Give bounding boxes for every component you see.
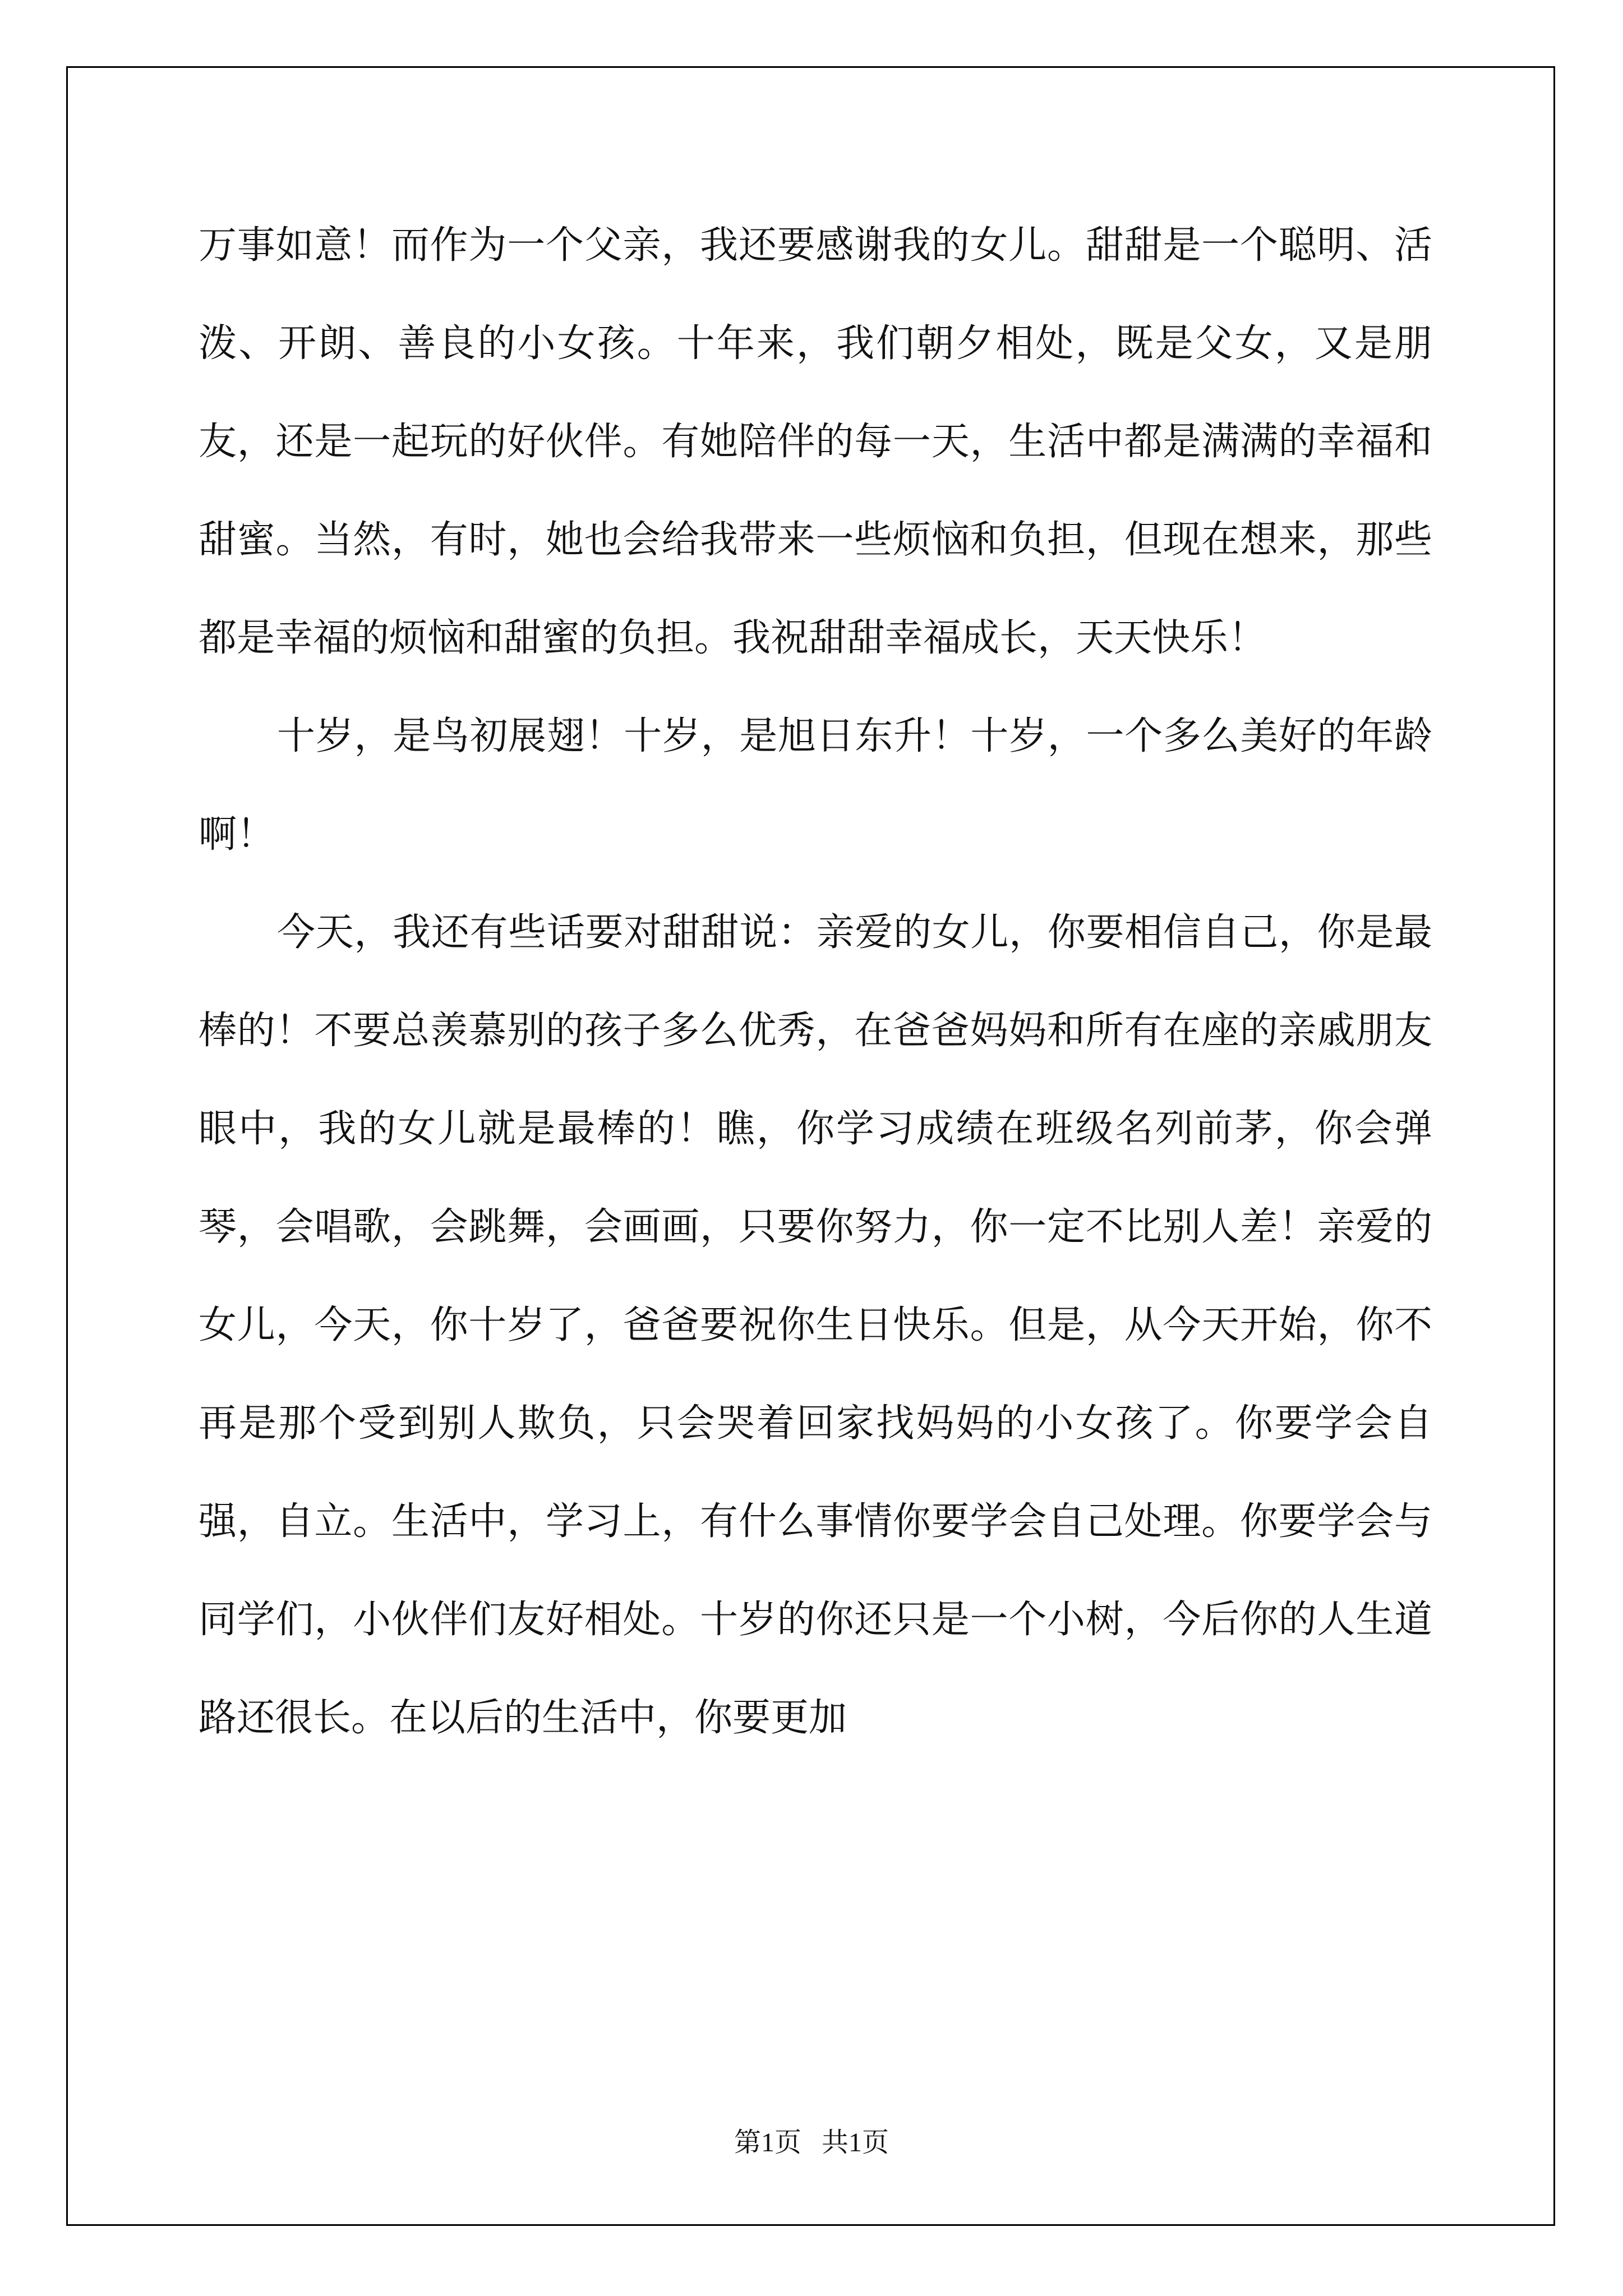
- page-footer: 第1页 共1页: [734, 2128, 889, 2157]
- paragraph-2: 十岁，是鸟初展翅！十岁，是旭日东升！十岁，一个多么美好的年龄啊！: [199, 714, 1432, 857]
- document-body: [199, 196, 1432, 1767]
- paragraph-3: 今天，我还有些话要对甜甜说：亲爱的女儿，你要相信自己，你是最棒的！不要总羡慕别的孩子多么优秀，在爸爸妈妈和所有在座的亲戚朋友眼中，我的女儿就是最棒的！瞧，你学习成绩在班级名列前茅，你会弹琴，会唱歌，会跳舞，会画画，只要你努力，你一定不比别人差！亲爱的女儿，今天，你十岁了，爸爸要祝你生日快乐。但是，从今天开始，你不再是那个受到别人欺负，只会哭着回家找妈妈的小女孩了。你要学会自强，自立。生活中，学习上，有什么事情你要学会自己处理。你要学会与同学们，小伙伴们友好相处。十岁的你还只是一个小树，今后你的人生道路还很长。在以后的生活中，你要更加: [199, 910, 1432, 1740]
- paragraph-1: 万事如意！而作为一个父亲，我还要感谢我的女儿。甜甜是一个聪明、活泼、开朗、善良的小女孩。十年来，我们朝夕相处，既是父女，又是朋友，还是一起玩的好伙伴。有她陪伴的每一天，生活中都是满满的幸福和甜蜜。当然，有时，她也会给我带来一些烦恼和负担，但现在想来，那些都是幸福的烦恼和甜蜜的负担。我祝甜甜幸福成长，天天快乐！: [199, 223, 1432, 660]
